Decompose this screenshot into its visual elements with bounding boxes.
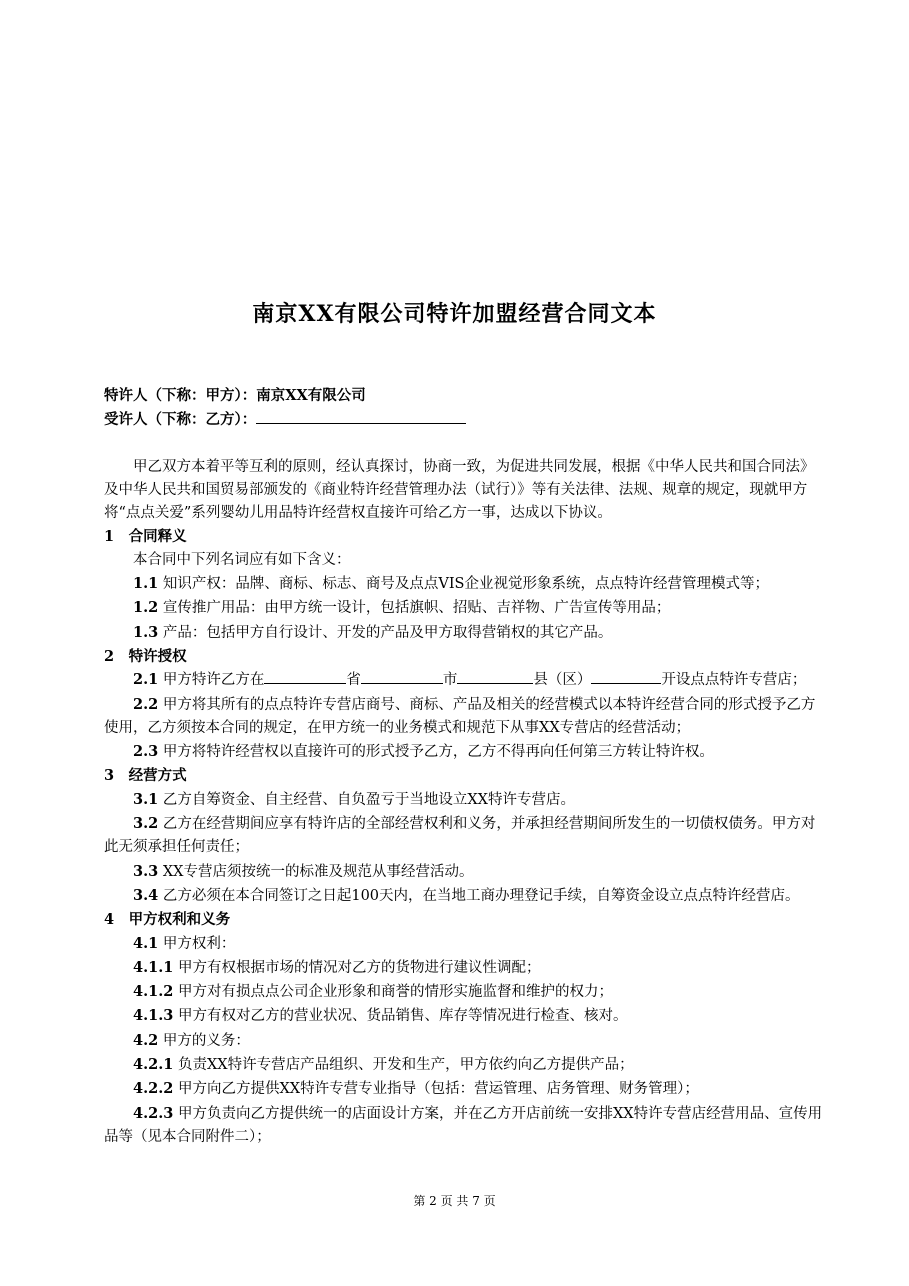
province-label: 省 — [346, 672, 361, 689]
clause-text: XX专营店须按统一的标准及规范从事经营活动。 — [158, 863, 474, 880]
clause-4-1 — [104, 932, 824, 956]
clause-text: 甲方有权对乙方的营业状况、货品销售、库存等情况进行检查、核对。 — [173, 1008, 628, 1025]
clause-text: 甲方向乙方提供XX特许专营专业指导（包括：营运管理、店务管理、财务管理）； — [173, 1081, 699, 1098]
clause-3-4 — [104, 884, 824, 908]
clause-text: 产品：包括甲方自行设计、开发的产品及甲方取得营销权的其它产品。 — [158, 624, 613, 641]
clause-number: 3.2 — [133, 815, 159, 833]
clause-text-end: 开设点点特许专营店； — [661, 672, 807, 689]
clause-2-1 — [104, 668, 824, 692]
clause-4-1-2 — [104, 980, 824, 1004]
clause-2-2 — [104, 693, 824, 741]
clause-3-1 — [104, 788, 824, 812]
party-a-line: 特许人（下称：甲方）：南京XX有限公司 — [104, 387, 366, 404]
section-2-heading: 2 特许授权 — [104, 647, 187, 665]
party-b-blank — [256, 407, 466, 424]
county-blank — [457, 668, 533, 684]
clause-number: 4.2 — [133, 1031, 159, 1049]
clause-text: 甲方特许乙方在 — [158, 672, 265, 689]
document-body — [104, 384, 824, 1149]
clause-text: 甲方将特许经营权以直接许可的形式授予乙方，乙方不得再向任何第三方转让特许权。 — [158, 744, 714, 761]
clause-number: 2.2 — [133, 695, 159, 713]
clause-1-2 — [104, 596, 824, 620]
clause-text: 甲方权利： — [158, 935, 236, 952]
clause-text: 甲方有权根据市场的情况对乙方的货物进行建议性调配； — [173, 959, 541, 976]
clause-text: 乙方在经营期间应享有特许店的全部经营权利和义务，并承担经营期间所发生的一切债权债务。甲方对此无须承担任何责任； — [104, 816, 816, 856]
clause-text: 知识产权：品牌、商标、标志、商号及点点VIS企业视觉形象系统，点点特许经营管理模式等； — [158, 576, 769, 593]
city-label: 市 — [442, 672, 458, 689]
clause-1-3 — [104, 621, 824, 645]
clause-4-2-2 — [104, 1077, 824, 1101]
clause-number: 4.2.1 — [133, 1056, 174, 1074]
clause-number: 3.1 — [133, 790, 159, 808]
clause-number: 2.1 — [133, 671, 159, 689]
address-blank — [591, 668, 661, 684]
clause-4-1-3 — [104, 1004, 824, 1028]
party-b-line — [104, 407, 824, 431]
page-footer: 第 2 页 共 7 页 — [413, 1194, 496, 1208]
clause-text: 负责XX特许专营店产品组织、开发和生产，甲方依约向乙方提供产品； — [173, 1057, 634, 1074]
clause-2-3 — [104, 740, 824, 764]
clause-number: 3.4 — [133, 886, 159, 904]
clause-number: 4.2.2 — [133, 1080, 174, 1098]
clause-number: 1.2 — [133, 599, 159, 617]
clause-4-2-1 — [104, 1053, 824, 1077]
clause-text: 甲方将其所有的点点特许专营店商号、商标、产品及相关的经营模式以本特许经营合同的形式授予乙方使用，乙方须按本合同的规定，在甲方统一的业务模式和规范下从事XX专营店的经营活动； — [104, 696, 816, 736]
section-1-intro: 本合同中下列名词应有如下含义： — [133, 551, 351, 568]
clause-text: 乙方自筹资金、自主经营、自负盈亏于当地设立XX特许专营店。 — [158, 791, 575, 808]
clause-number: 1.3 — [133, 623, 159, 641]
province-blank — [264, 668, 346, 684]
clause-4-2 — [104, 1029, 824, 1053]
section-4-heading: 4 甲方权利和义务 — [104, 911, 231, 929]
clause-1-1 — [104, 572, 824, 596]
clause-text: 甲方对有损点点公司企业形象和商誉的情形实施监督和维护的权力； — [173, 984, 613, 1001]
document-title: 南京XX有限公司特许加盟经营合同文本 — [252, 301, 657, 327]
clause-text: 甲方负责向乙方提供统一的店面设计方案，并在乙方开店前统一安排XX特许专营店经营用品、宣传用品等（见本合同附件二）； — [104, 1105, 823, 1145]
section-3-heading: 3 经营方式 — [104, 767, 187, 785]
clause-text: 甲方的义务： — [158, 1032, 250, 1049]
clause-3-3 — [104, 860, 824, 884]
clause-number: 4.1 — [133, 934, 159, 952]
clause-text: 乙方必须在本合同签订之日起100天内，在当地工商办理登记手续，自筹资金设立点点特许经营店。 — [158, 887, 800, 904]
preamble-paragraph: 甲乙双方本着平等互利的原则，经认真探讨，协商一致，为促进共同发展，根据《中华人民共和国合同法》及中华人民共和国贸易部颁发的《商业特许经营管理办法（试行）》等有关法律、法规、规章的规定，现就甲方将“点点关爱”系列婴幼儿用品特许经营权直接许可给乙方一事，达成以下协议。 — [104, 458, 815, 522]
city-blank — [361, 668, 443, 684]
clause-4-1-1 — [104, 956, 824, 980]
spacer — [104, 432, 824, 456]
clause-number: 4.1.3 — [133, 1007, 174, 1025]
party-b-label: 受许人（下称：乙方）： — [104, 411, 257, 429]
clause-4-2-3 — [104, 1102, 824, 1150]
clause-number: 2.3 — [133, 743, 159, 761]
section-1-heading: 1 合同释义 — [104, 528, 187, 546]
clause-number: 4.1.2 — [133, 983, 174, 1001]
clause-number: 4.1.1 — [133, 958, 174, 976]
county-label: 县（区） — [533, 672, 592, 689]
clause-number: 4.2.3 — [133, 1104, 174, 1122]
clause-number: 1.1 — [133, 575, 159, 593]
clause-number: 3.3 — [133, 862, 159, 880]
clause-text: 宣传推广用品：由甲方统一设计，包括旗帜、招贴、吉祥物、广告宣传等用品； — [158, 600, 671, 617]
clause-3-2 — [104, 812, 824, 860]
